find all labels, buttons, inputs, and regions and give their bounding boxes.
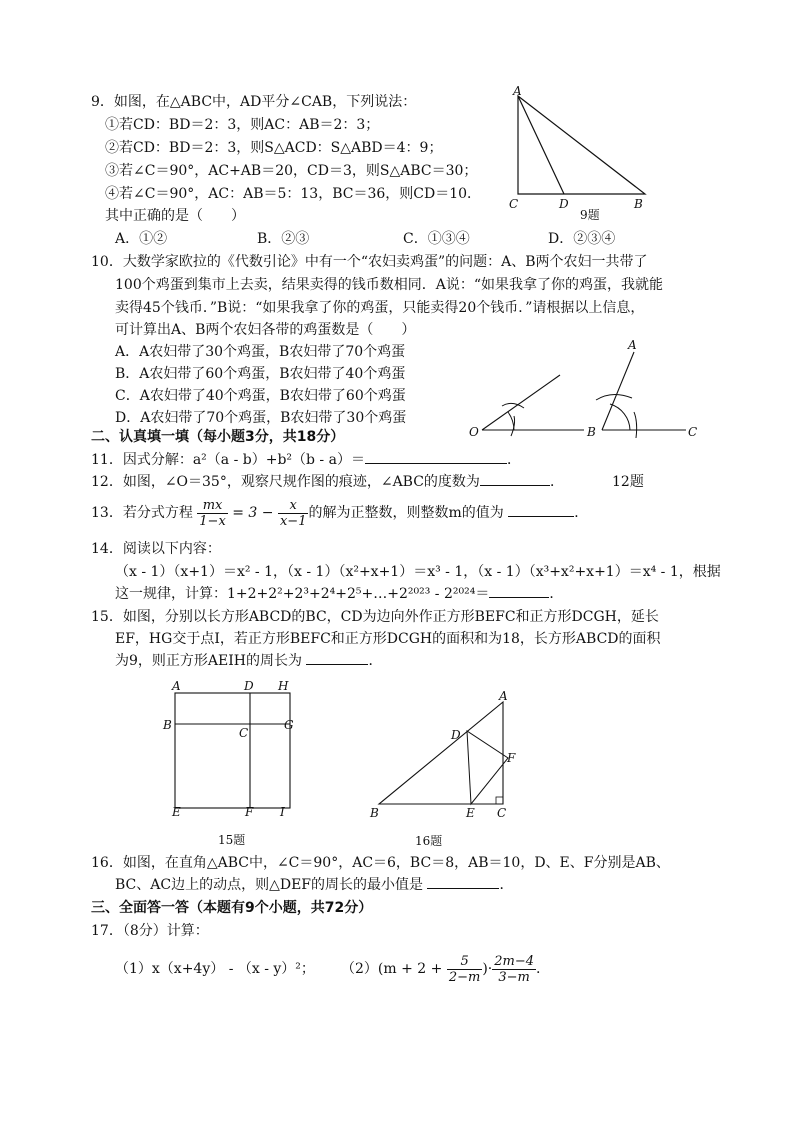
section-3-heading: 三、全面答一答（本题有9个小题，共72分） xyxy=(91,900,373,916)
q12-tag: 12题 xyxy=(612,474,644,490)
q13-f1-num: mx xyxy=(197,498,228,514)
q9-ask: 其中正确的是（ ） xyxy=(105,208,245,224)
q15-label-g: G xyxy=(284,718,294,732)
q12 xyxy=(91,473,564,491)
q12-label-a: A xyxy=(628,338,637,352)
q17-part-2 xyxy=(341,952,540,986)
q10-line-1: 10．大数学家欧拉的《代数引论》中有一个“农妇卖鸡蛋”的问题：A、B两个农妇一共带了 xyxy=(91,254,648,270)
q12-label-b: B xyxy=(587,425,596,439)
q9-label-a: A xyxy=(513,84,522,98)
q9-option-a: A．①② xyxy=(115,231,168,247)
q9-figure xyxy=(500,86,660,226)
q17-fraction-2 xyxy=(492,954,536,985)
q13-f2-den: x−1 xyxy=(279,513,307,529)
q10-option-a: A．A农妇带了30个鸡蛋，B农妇带了70个鸡蛋 xyxy=(115,344,406,360)
q17-f1-den: 2−m xyxy=(448,969,481,985)
q14-end: ． xyxy=(549,586,564,602)
q17-part-1: （1）x（x+4y） - （x - y）²； xyxy=(115,961,315,977)
q16-label-a: A xyxy=(499,689,508,703)
q15-label-d: D xyxy=(244,679,254,693)
q16-text-2: BC、AC边上的动点，则△DEF的周长的最小值是 xyxy=(115,877,424,893)
q11-answer-blank[interactable] xyxy=(365,463,507,464)
q10-line-2: 100个鸡蛋到集市上去卖，结果卖得的钱币数相同．A说：“如果我拿了你的鸡蛋，我就能 xyxy=(115,277,663,293)
q12-label-c: C xyxy=(688,425,698,439)
q14-line-3 xyxy=(115,585,563,603)
q15-label-f: F xyxy=(245,805,254,819)
q15-caption: 15题 xyxy=(218,833,246,847)
q14-line-1: 14．阅读以下内容： xyxy=(91,541,221,557)
q13-equals: = 3 − xyxy=(232,505,274,521)
q15-label-e: E xyxy=(172,805,181,819)
q17-f1-num: 5 xyxy=(447,954,483,970)
q13-f1-den: 1−x xyxy=(199,513,226,529)
q17-p2-pre: （2）(m + 2 + xyxy=(341,961,443,977)
q17-head: 17．（8分）计算： xyxy=(91,923,209,939)
q9-caption: 9题 xyxy=(580,208,600,222)
q16-line-1: 16．如图，在直角△ABC中，∠C＝90°，AC＝6，BC＝8，AB＝10，D、E、F分别是AB、 xyxy=(91,855,670,871)
q15-label-i: I xyxy=(280,805,285,819)
q12-label-o: O xyxy=(469,425,479,439)
q13-fraction-1 xyxy=(197,498,228,529)
q16-end: ． xyxy=(499,877,514,893)
q15-label-h: H xyxy=(278,679,289,693)
q10-line-3: 卖得45个钱币．”B说：“如果我拿了你的鸡蛋，只能卖得20个钱币．”请根据以上信息， xyxy=(115,300,645,316)
q12-end: ． xyxy=(549,474,564,490)
q9-statement-3: ③若∠C＝90°，AC+AB＝20，CD＝3，则S△ABC＝30； xyxy=(105,163,478,179)
q13-f2-num: x xyxy=(278,498,309,514)
q15-label-b: B xyxy=(163,718,172,732)
q15-line-3 xyxy=(115,652,382,670)
q9-statement-4: ④若∠C＝90°，AC：AB＝5：13，BC＝36，则CD＝10． xyxy=(105,186,482,202)
section-2-heading: 二、认真填一填（每小题3分，共18分） xyxy=(91,429,345,445)
q13-answer-blank[interactable] xyxy=(508,516,574,517)
q16-label-f: F xyxy=(507,751,516,765)
q9-label-c: C xyxy=(509,197,519,211)
q13-fraction-2 xyxy=(278,498,309,529)
q13-text: 13．若分式方程 xyxy=(91,505,193,521)
q9-statement-1: ①若CD：BD＝2：3，则AC：AB＝2：3； xyxy=(105,117,380,133)
q16-label-e: E xyxy=(466,806,475,820)
q9-statement-2: ②若CD：BD＝2：3，则S△ACD：S△ABD＝4：9； xyxy=(105,140,443,156)
q16-label-d: D xyxy=(451,728,461,742)
q11 xyxy=(91,451,521,469)
q16-label-b: B xyxy=(370,806,379,820)
q11-end: ． xyxy=(506,452,521,468)
q9-stem: 9．如图，在△ABC中，AD平分∠CAB，下列说法： xyxy=(91,94,417,110)
q16-caption: 16题 xyxy=(415,834,443,848)
q17-p2-end: . xyxy=(536,961,541,977)
q16-figure xyxy=(365,690,525,848)
q13-end: ． xyxy=(574,505,589,521)
q9-option-b: B．②③ xyxy=(257,231,310,247)
q17-f2-num: 2m−4 xyxy=(494,953,535,969)
q13 xyxy=(91,496,588,530)
q9-label-d: D xyxy=(559,197,569,211)
q10-line-4: 可计算出A、B两个农妇各带的鸡蛋数是（ ） xyxy=(115,322,416,338)
q17-f2-den: 3−m xyxy=(498,969,530,985)
q9-option-c: C．①③④ xyxy=(403,231,470,247)
q15-answer-blank[interactable] xyxy=(306,664,368,665)
q16-label-c: C xyxy=(497,806,507,820)
q15-text-3: 为9，则正方形AEIH的周长为 xyxy=(115,653,302,669)
q9-label-b: B xyxy=(634,197,643,211)
q12-answer-blank[interactable] xyxy=(480,485,550,486)
q15-label-a: A xyxy=(172,679,181,693)
q16-answer-blank[interactable] xyxy=(427,888,499,889)
q9-option-d: D．②③④ xyxy=(548,231,616,247)
q14-line-2: （x - 1）（x+1）＝x² - 1，（x - 1）（x²+x+1）＝x³ - 1，（x - 1）（x³+x²+x+1）＝x⁴ - 1，根据 xyxy=(115,564,721,580)
q15-figure xyxy=(160,678,310,848)
q14-text-3: 这一规律，计算：1+2+2²+2³+2⁴+2⁵+…+2²⁰²³ - 2²⁰²⁴＝ xyxy=(115,586,490,602)
q15-end: ． xyxy=(368,653,383,669)
q10-option-c: C．A农妇带了40个鸡蛋，B农妇带了60个鸡蛋 xyxy=(115,388,406,404)
q14-answer-blank[interactable] xyxy=(489,597,549,598)
q13-text-2: 的解为正整数，则整数m的值为 xyxy=(308,505,504,521)
q17-fraction-1 xyxy=(447,954,483,985)
q12-text: 12．如图，∠O＝35°，观察尺规作图的痕迹，∠ABC的度数为 xyxy=(91,474,480,490)
q17-p2-mid: )· xyxy=(482,961,493,977)
q15-line-1: 15．如图，分别以长方形ABCD的BC，CD为边向外作正方形BEFC和正方形DCGH，延长 xyxy=(91,609,659,625)
q15-label-c: C xyxy=(239,726,249,740)
q10-option-d: D．A农妇带了70个鸡蛋，B农妇带了30个鸡蛋 xyxy=(115,410,407,426)
q15-line-2: EF，HG交于点I，若正方形BEFC和正方形DCGH的面积和为18，长方形ABCD的面积 xyxy=(115,631,661,647)
q10-option-b: B．A农妇带了60个鸡蛋，B农妇带了40个鸡蛋 xyxy=(115,366,406,382)
q12-figure xyxy=(466,338,706,438)
q11-text: 11．因式分解：a²（a - b）+b²（b - a）＝ xyxy=(91,452,365,468)
q16-line-2 xyxy=(115,876,513,894)
